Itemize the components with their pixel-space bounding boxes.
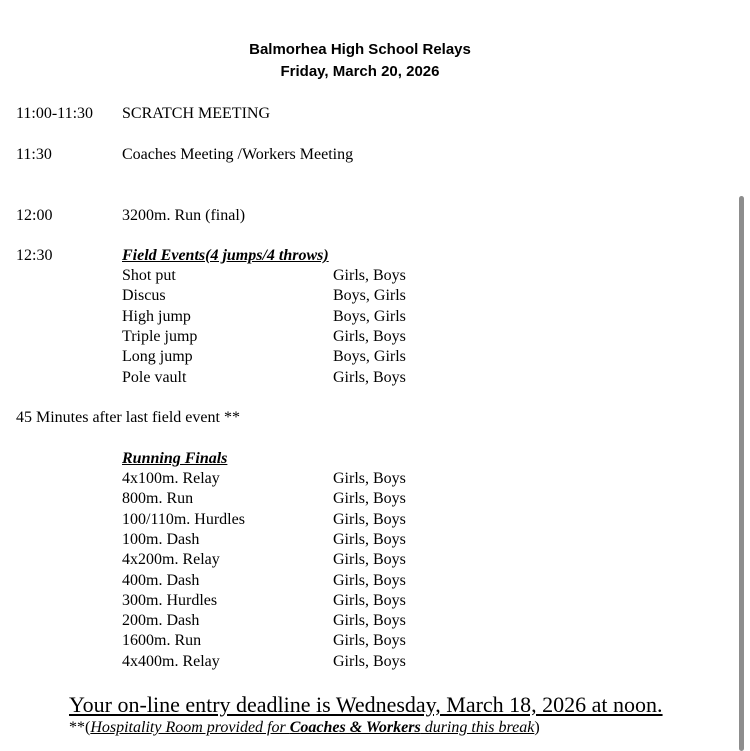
hospitality-prefix: **(: [69, 719, 91, 736]
field-events-time: 12:30: [16, 247, 53, 264]
scratch-time: 11:00-11:30: [16, 105, 94, 122]
hospitality-bold: Coaches & Workers: [289, 719, 421, 736]
field-event-name: Triple jump: [122, 328, 198, 345]
running-event-name: 4x100m. Relay: [122, 470, 220, 487]
running-finals-heading: Running Finals: [122, 450, 228, 467]
running-event-order: Girls, Boys: [333, 490, 406, 507]
running-event-name: 4x400m. Relay: [122, 653, 220, 670]
hospitality-note: [69, 718, 540, 738]
running-event-order: Girls, Boys: [333, 653, 406, 670]
field-event-name: High jump: [122, 308, 191, 325]
field-event-order: Boys, Girls: [333, 308, 406, 325]
field-event-name: Pole vault: [122, 369, 187, 386]
page-title: Balmorhea High School Relays: [249, 41, 471, 58]
running-event-name: 4x200m. Relay: [122, 551, 220, 568]
field-event-name: Shot put: [122, 267, 176, 284]
scratch-event: SCRATCH MEETING: [122, 105, 271, 122]
field-event-name: Discus: [122, 287, 166, 304]
running-event-name: 200m. Dash: [122, 612, 200, 629]
running-event-order: Girls, Boys: [333, 531, 406, 548]
running-event-order: Girls, Boys: [333, 470, 406, 487]
field-events-heading: Field Events(4 jumps/4 throws): [122, 247, 329, 264]
field-event-order: Boys, Girls: [333, 348, 406, 365]
hospitality-end: during this break: [420, 719, 535, 736]
running-event-name: 1600m. Run: [122, 632, 202, 649]
break-note: 45 Minutes after last field event **: [16, 409, 240, 426]
vertical-scrollbar[interactable]: [739, 196, 744, 751]
running-event-name: 300m. Hurdles: [122, 592, 218, 609]
running-event-name: 100/110m. Hurdles: [122, 511, 245, 528]
running-event-name: 800m. Run: [122, 490, 194, 507]
field-event-order: Girls, Boys: [333, 369, 406, 386]
running-event-order: Girls, Boys: [333, 612, 406, 629]
field-event-order: Girls, Boys: [333, 328, 406, 345]
running-event-order: Girls, Boys: [333, 632, 406, 649]
run3200-event: 3200m. Run (final): [122, 207, 246, 224]
running-event-order: Girls, Boys: [333, 511, 406, 528]
page-date: Friday, March 20, 2026: [280, 63, 440, 80]
running-event-order: Girls, Boys: [333, 551, 406, 568]
hospitality-text: Hospitality Room provided for: [90, 719, 290, 736]
coaches-time: 11:30: [16, 146, 52, 163]
running-event-order: Girls, Boys: [333, 592, 406, 609]
field-event-order: Boys, Girls: [333, 287, 406, 304]
hospitality-suffix: ): [534, 719, 540, 736]
entry-deadline: Your on-line entry deadline is Wednesday, March 18, 2026 at noon.: [69, 692, 663, 717]
field-event-order: Girls, Boys: [333, 267, 406, 284]
running-event-name: 400m. Dash: [122, 572, 200, 589]
run3200-time: 12:00: [16, 207, 53, 224]
field-event-name: Long jump: [122, 348, 193, 365]
running-event-name: 100m. Dash: [122, 531, 200, 548]
coaches-event: Coaches Meeting /Workers Meeting: [122, 146, 354, 163]
running-event-order: Girls, Boys: [333, 572, 406, 589]
